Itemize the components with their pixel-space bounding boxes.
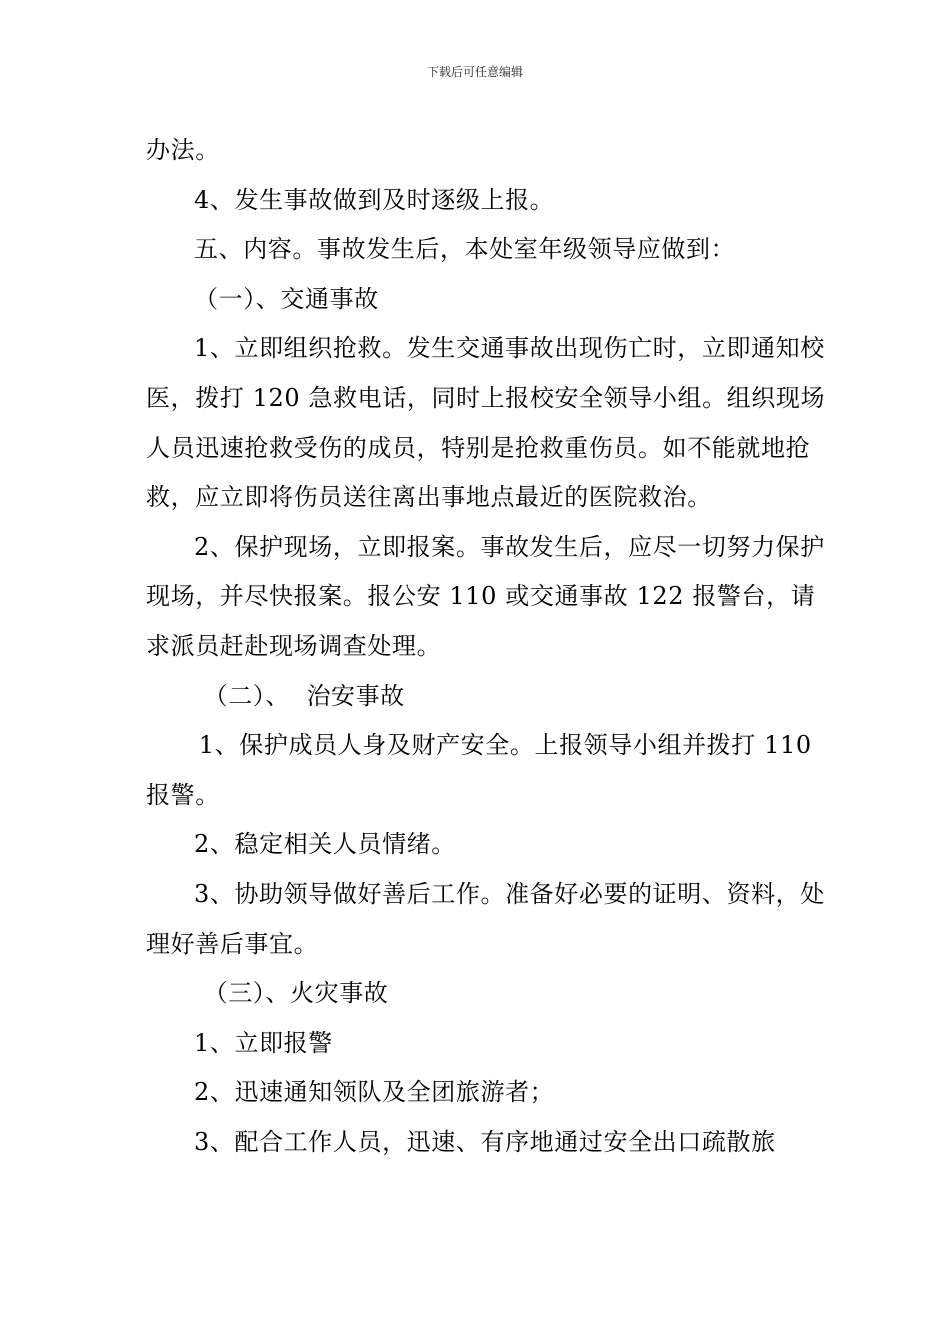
paragraph: 五、内容。事故发生后，本处室年级领导应做到： [194,235,736,264]
paragraph: 4、发生事故做到及时逐级上报。 [194,185,555,214]
paragraph: 2、迅速通知领队及全团旅游者； [194,1078,555,1107]
document-body [146,126,826,1167]
paragraph: 1、立即组织抢救。发生交通事故出现伤亡时，立即通知校医，拨打 120 急救电话，同时上报校安全领导小组。组织现场人员迅速抢救受伤的成员，特别是抢救重伤员。如不能就地抢救，应立即将伤员送往离出事地点最近的医院救治。 [146,334,826,512]
section-heading: （一）、交通事故 [194,284,379,313]
paragraph: 3、配合工作人员，迅速、有序地通过安全出口疏散旅 [194,1127,776,1156]
paragraph: 办法。 [146,136,220,164]
page-header: 下载后可任意编辑 [426,65,523,79]
paragraph: 2、保护现场，立即报案。事故发生后，应尽一切努力保护现场，并尽快报案。报公安 110 或交通事故 122 报警台，请求派员赶赴现场调查处理。 [146,532,825,660]
paragraph: 1、立即报警 [194,1028,333,1057]
paragraph: 2、稳定相关人员情绪。 [194,830,456,859]
section-heading: （二）、 治安事故 [203,681,405,710]
paragraph: 1、保护成员人身及财产安全。上报领导小组并拨打 110 报警。 [146,731,820,809]
paragraph: 3、协助领导做好善后工作。准备好必要的证明、资料，处理好善后事宜。 [146,879,825,958]
section-heading: （三）、火灾事故 [203,979,389,1008]
